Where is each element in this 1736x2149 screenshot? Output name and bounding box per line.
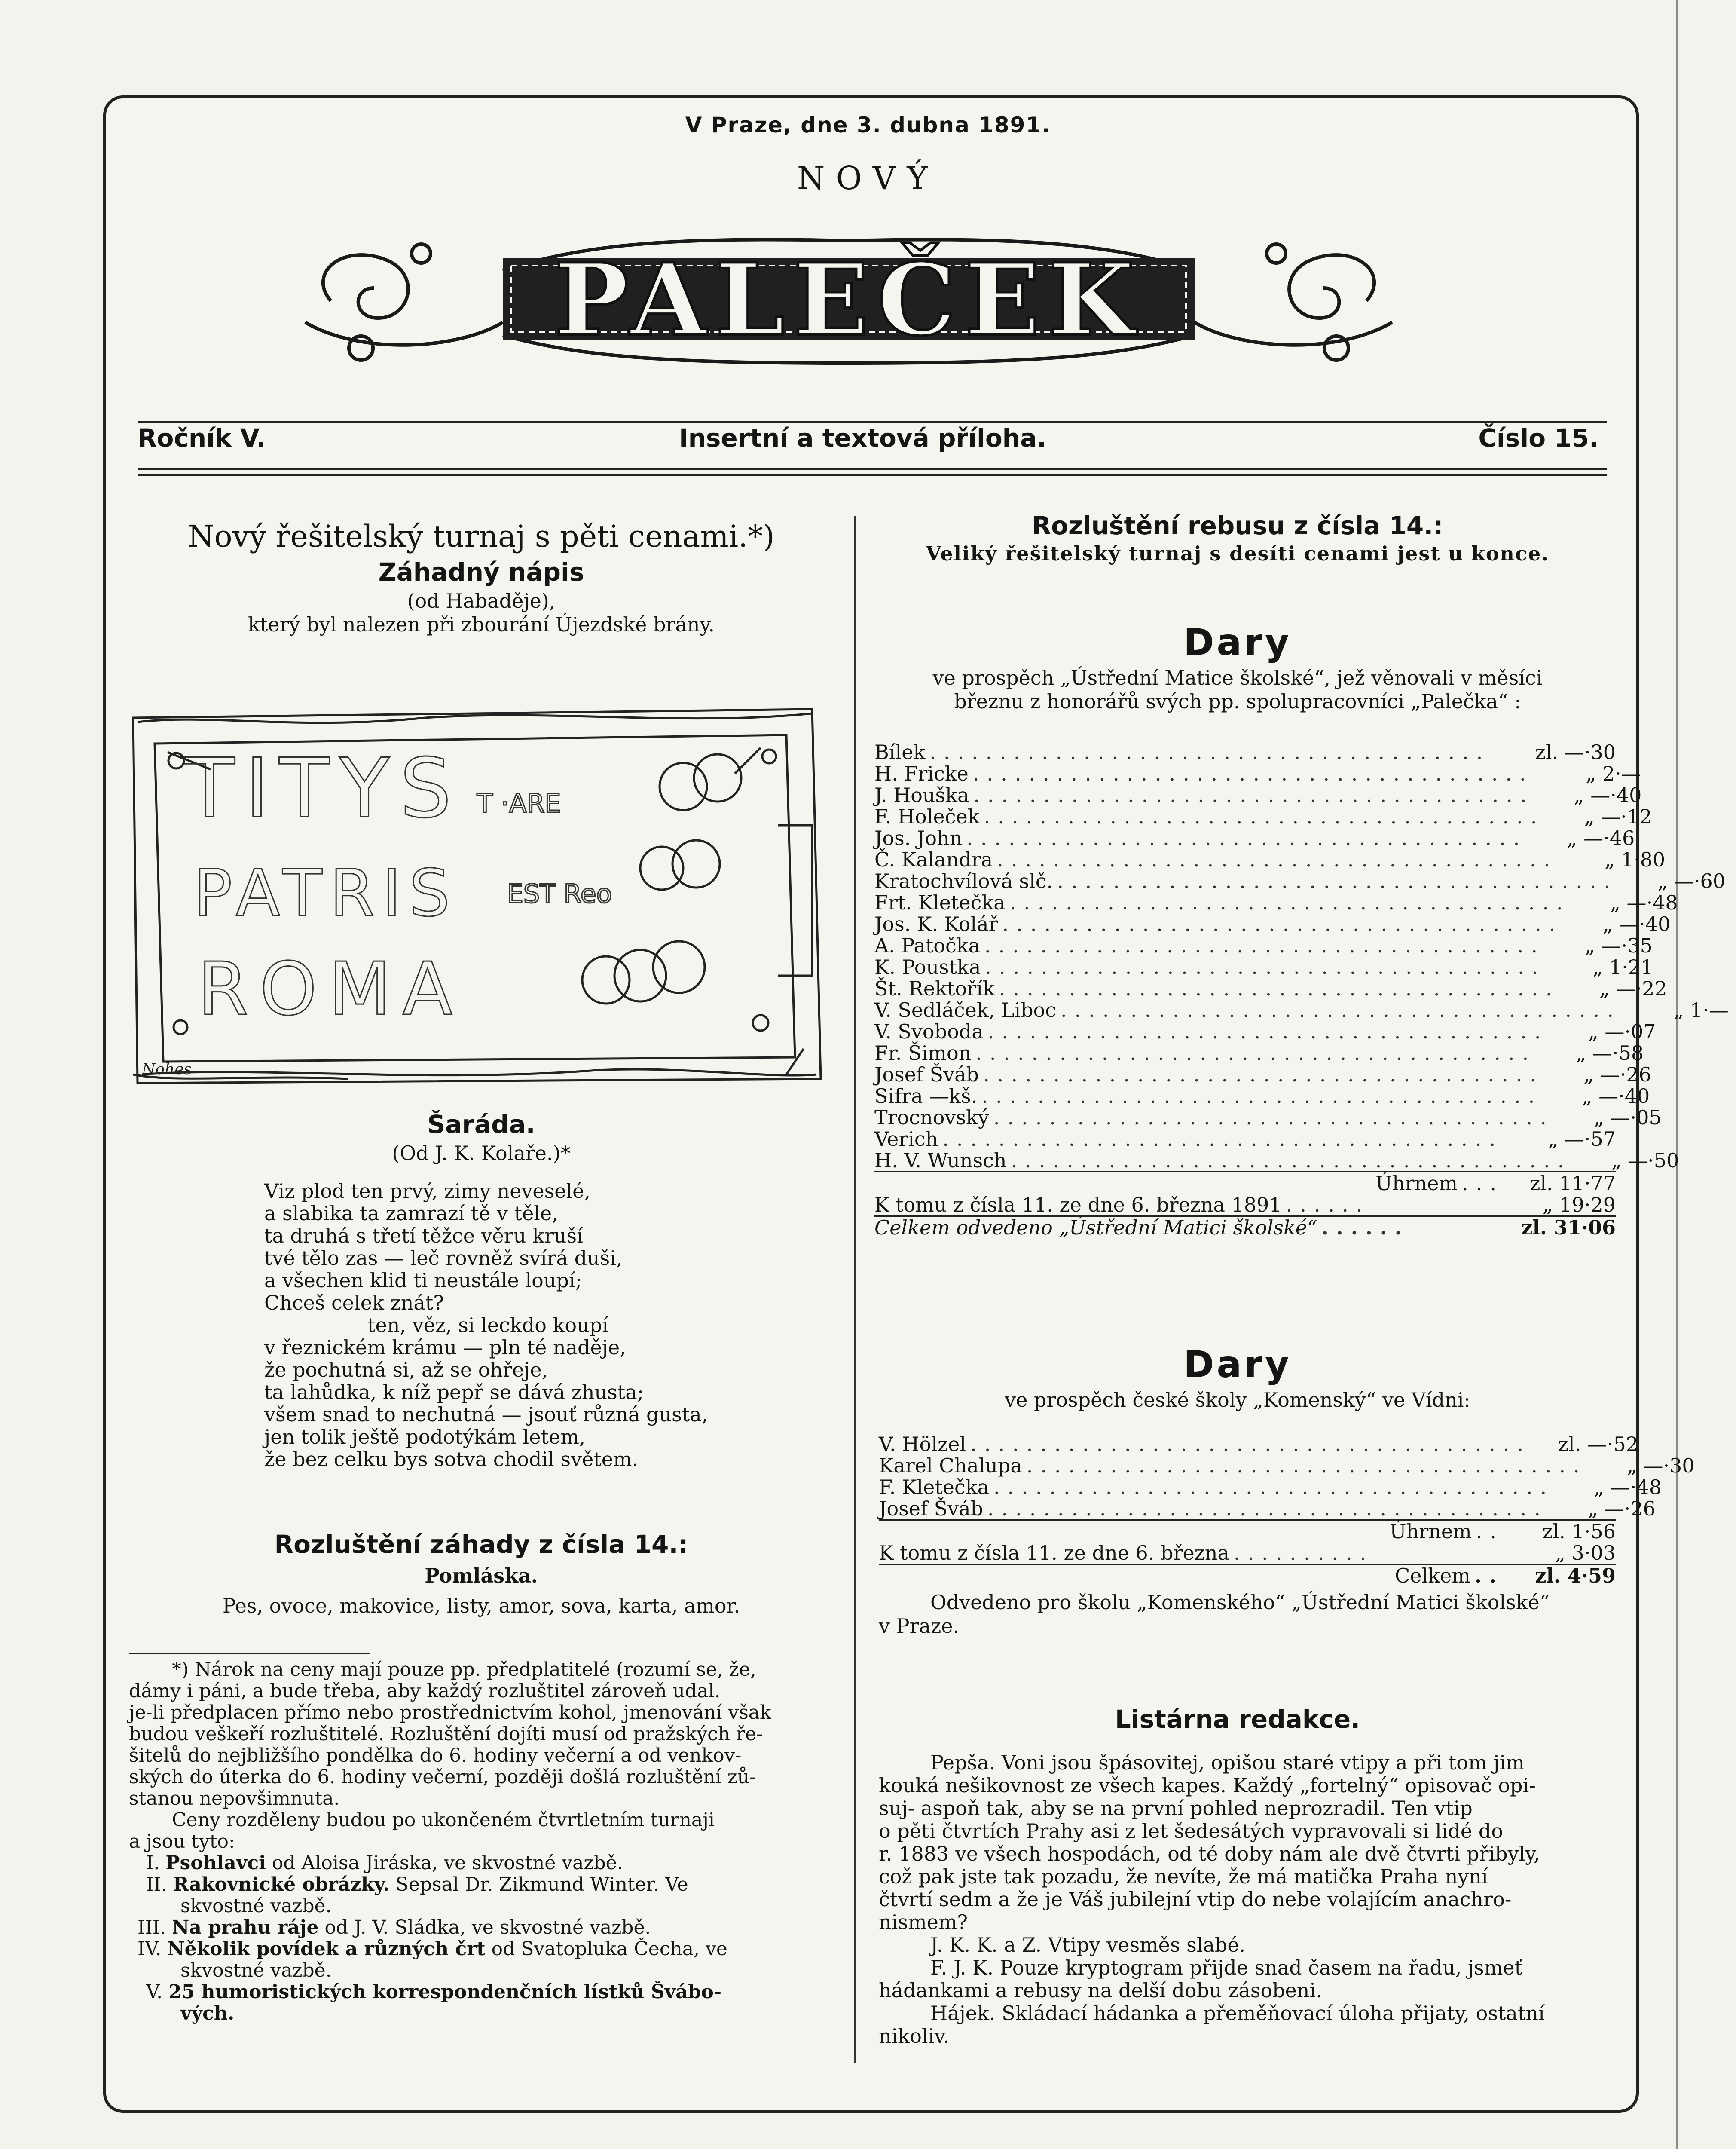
dary1-intro: ve prospěch „Ústřední Matice školské“, jež věnovali v měsíci: [932, 666, 1543, 689]
listarna-head: [864, 1702, 1611, 1736]
solution-word: Pomláska.: [425, 1564, 538, 1587]
dateline: V Praze, dne 3. dubna 1891.: [685, 113, 1051, 138]
listarna-line: což pak jste tak pozadu, že nevíte, že má matička Praha nyní: [879, 1865, 1488, 1888]
list-item: [874, 827, 1635, 850]
subtotal-row: [879, 1521, 1616, 1542]
list-item: [874, 1020, 1656, 1043]
leader-dots: ........................................: [993, 1106, 1554, 1129]
leader-dots: ........................................: [999, 977, 1560, 1000]
list-item: [874, 934, 1653, 957]
donor-name: H. V. Wunsch: [874, 1149, 1007, 1172]
donor-name: Sifra —kš.: [874, 1084, 978, 1108]
listarna-title: Listárna redakce.: [1115, 1705, 1360, 1734]
masthead-ornament: [279, 193, 1418, 395]
list-item: [874, 1084, 1650, 1108]
leader-dots: ..: [1476, 1520, 1504, 1543]
riddle-found: který byl nalezen při zbourání Újezdské brány.: [248, 613, 715, 636]
leader-dots: ........................................: [981, 1084, 1543, 1108]
dary2-title: Dary: [1183, 1343, 1292, 1386]
dary2-list: [879, 1433, 1695, 1638]
dary1-head: [864, 619, 1611, 713]
donor-name: V. Svoboda: [874, 1020, 984, 1043]
poem-line: že pochutná si, až se ohřeje,: [264, 1358, 548, 1381]
donation-amount: „ 2·—: [1586, 762, 1641, 785]
inscription-line-3: ROMA: [198, 947, 464, 1032]
poem-line: jen tolik ještě podotýkám letem,: [264, 1425, 586, 1448]
prize-item: [129, 1917, 834, 1938]
donation-amount: „ —·26: [1588, 1497, 1656, 1520]
list-item: [874, 1128, 1616, 1150]
solution-text: Pes, ovoce, makovice, listy, amor, sova, karta, amor.: [222, 1594, 740, 1617]
donation-amount: „ —·26: [1583, 1063, 1651, 1086]
list-item: [874, 741, 1616, 763]
leader-dots: ......: [1286, 1193, 1370, 1216]
inscription-line-1: TITYS: [185, 741, 462, 836]
carryover-label: K tomu z čísla 11. ze dne 6. března 1891: [874, 1193, 1282, 1216]
poem-line: a všechen klid ti neustále loupí;: [264, 1269, 582, 1292]
leader-dots: ........................................: [1009, 891, 1571, 914]
donation-amount: „ 1·21: [1592, 955, 1653, 979]
leader-dots: ........................................: [984, 934, 1545, 957]
listarna-line: kouká nešikovnost ze všech kapes. Každý „fortelný“ opisovač opi-: [879, 1774, 1536, 1797]
listarna-line: nismem?: [879, 1910, 968, 1934]
footnote-line: ských do úterka do 6. hodiny večerní, později došlá rozluštění zů-: [129, 1766, 756, 1788]
prize-item: [129, 1938, 834, 1960]
listarna-line: čtvrtí sedm a že je Váš jubilejní vtip do nebe volajícím anachro-: [879, 1888, 1512, 1911]
donation-amount: „ —·40: [1574, 784, 1642, 807]
footnote-rule: [129, 1653, 370, 1654]
donation-amount: „ —·58: [1576, 1041, 1644, 1065]
leader-dots: ........................................: [987, 1020, 1549, 1043]
donation-amount: „ —·48: [1594, 1476, 1662, 1499]
donation-amount: „ —·35: [1585, 934, 1653, 957]
carryover-label: K tomu z čísla 11. ze dne 6. března: [879, 1541, 1229, 1564]
leader-dots: ..........: [1233, 1541, 1374, 1564]
leader-dots: ........................................: [1057, 869, 1618, 893]
total-amount: zl. 31·06: [1521, 1216, 1616, 1239]
listarna-line: hádankami a rebusy na delší dobu zásobeni.: [879, 1979, 1322, 2002]
solution-title: Rozluštění záhady z čísla 14.:: [274, 1530, 688, 1559]
list-item: [874, 955, 1653, 979]
total-row: [874, 1217, 1616, 1238]
listarna-line: r. 1883 ve všech hospodách, od té doby nám ale dvě čtvrti přibyly,: [879, 1842, 1540, 1865]
donor-name: V. Hölzel: [879, 1433, 966, 1456]
volume-label: Ročník V.: [138, 423, 266, 453]
leader-dots: ........................................: [973, 784, 1534, 807]
prize-desc: od J. V. Sládka, ve skvostné vazbě.: [318, 1916, 651, 1938]
donor-name: V. Sedláček, Liboc: [874, 998, 1057, 1022]
donor-name: Jos. K. Kolář: [874, 912, 998, 936]
sarada-author: (Od J. K. Kolaře.)*: [392, 1142, 571, 1165]
leader-dots: ........................................: [966, 827, 1528, 850]
inscription-illustration: [125, 696, 829, 1087]
dary2-intro: ve prospěch české školy „Komenský“ ve Vídni:: [1005, 1388, 1470, 1411]
sarada-head: [129, 1109, 834, 1166]
rule-under-info: [138, 468, 1607, 470]
poem-line: tvé tělo zas — leč rovněž svírá duši,: [264, 1246, 623, 1270]
footnote-line: *) Nárok na ceny mají pouze pp. předplatitelé (rozumí se, že,: [172, 1659, 756, 1681]
riddle-solution: [129, 1528, 834, 1621]
poem-line: všem snad to nechutná — jsouť různá gusta,: [264, 1403, 708, 1426]
list-item: [874, 805, 1652, 828]
donation-amount: „ 1·—: [1673, 998, 1729, 1022]
prize-item: [129, 1874, 834, 1895]
poem-line: ten, věz, si leckdo koupí: [367, 1313, 608, 1337]
page-edge: [1676, 0, 1678, 2149]
donor-name: Št. Rektořík: [874, 977, 995, 1000]
sarada-title: Šaráda.: [427, 1110, 535, 1139]
donation-amount: „ —·40: [1582, 1084, 1650, 1108]
leader-dots: ........................................: [1011, 1149, 1572, 1172]
leader-dots: ........................................: [997, 848, 1558, 871]
sarada-poem: [264, 1180, 823, 1470]
leader-dots: ........................................: [975, 1041, 1537, 1065]
list-item: [874, 869, 1726, 893]
prize-number: IV.: [138, 1938, 162, 1960]
contest-title: Nový řešitelský turnaj s pěti cenami.*): [188, 519, 775, 554]
donor-name: Č. Kalandra: [874, 848, 993, 871]
listarna-line: J. K. K. a Z. Vtipy vesměs slabé.: [930, 1933, 1246, 1956]
listarna-line: o pěti čtvrtích Prahy asi z let šedesátých vypravovali si lidé do: [879, 1819, 1503, 1843]
dary2-odvedeno-2: v Praze.: [879, 1614, 960, 1638]
masthead-title: PALEČEK: [554, 242, 1143, 358]
donor-name: K. Poustka: [874, 955, 981, 979]
prize-desc-cont: skvostné vazbě.: [180, 1959, 332, 1981]
poem-line: že bez celku bys sotva chodil světem.: [264, 1448, 639, 1471]
listarna-line: suj- aspoň tak, aby se na první pohled neprozradil. Ten vtip: [879, 1797, 1473, 1820]
prize-number: III.: [138, 1916, 166, 1938]
donor-name: H. Fricke: [874, 762, 969, 785]
leader-dots: ..: [1474, 1564, 1504, 1587]
prizes-intro: Ceny rozděleny budou po ukončeném čtvrtletním turnaji: [172, 1809, 715, 1831]
list-item: [879, 1497, 1656, 1521]
poem-line: Viz plod ten prvý, zimy neveselé,: [264, 1179, 591, 1203]
issue-info-bar: [138, 423, 1607, 458]
subtotal-amount: zl. 11·77: [1530, 1172, 1616, 1195]
list-item: [874, 891, 1678, 914]
list-item: [874, 762, 1641, 785]
donor-name: Trocnovský: [874, 1106, 989, 1129]
prize-title: Psohlavci: [165, 1852, 266, 1874]
list-item: [879, 1454, 1695, 1477]
donor-name: A. Patočka: [874, 934, 981, 957]
donation-amount: „ —·46: [1567, 827, 1635, 850]
prize-number: V.: [146, 1981, 163, 2003]
list-item: [874, 912, 1671, 936]
list-item: [874, 1063, 1651, 1086]
illustration-signature: Nohes: [142, 1061, 192, 1078]
supplement-label: Insertní a textová příloha.: [679, 423, 1047, 453]
footnote: [129, 1659, 834, 2024]
poem-line: ta lahůdka, k níž pepř se dává zhusta;: [264, 1381, 644, 1404]
list-item: [874, 998, 1729, 1022]
prize-desc: Sepsal Dr. Zikmund Winter. Ve: [389, 1873, 688, 1895]
dary2-head: [864, 1341, 1611, 1412]
donor-name: Fr. Šimon: [874, 1041, 972, 1065]
donation-amount: „ —·05: [1594, 1106, 1662, 1129]
donation-amount: „ —·22: [1599, 977, 1667, 1000]
donor-name: Bílek: [874, 741, 926, 764]
footnote-line: je-li předplacen přímo nebo prostřednictvím kohol, jmenování však: [129, 1702, 771, 1723]
total-amount: zl. 4·59: [1535, 1564, 1616, 1587]
leader-dots: ........................................: [942, 1127, 1504, 1151]
donor-name: Frt. Kletečka: [874, 891, 1006, 914]
leader-dots: ........................................: [984, 805, 1545, 828]
rule-under-info-2: [138, 474, 1607, 476]
prize-title: 25 humoristických korrespondenčních lístků Švábo-: [168, 1981, 722, 2003]
donor-name: J. Houška: [874, 784, 969, 807]
list-item: [874, 784, 1642, 807]
list-item: [874, 1149, 1679, 1172]
donor-name: Josef Šváb: [879, 1497, 983, 1520]
dary2-odvedeno: Odvedeno pro školu „Komenského“ „Ústřední Matici školské“: [930, 1591, 1550, 1614]
list-item: [874, 977, 1667, 1000]
prize-desc: od Aloisa Jiráska, ve skvostné vazbě.: [266, 1852, 623, 1874]
leader-dots: ........................................: [993, 1476, 1554, 1499]
carryover-amount: „ 3·03: [1555, 1541, 1616, 1564]
listarna-line: Pepša. Voni jsou špásovitej, opišou staré vtipy a při tom jim: [930, 1751, 1525, 1774]
donor-name: F. Holeček: [874, 805, 980, 828]
column-divider: [854, 516, 856, 2063]
leader-dots: ........................................: [1061, 998, 1621, 1022]
leader-dots: ...: [1462, 1172, 1504, 1195]
leader-dots: ......: [1321, 1216, 1409, 1239]
prize-title: Rakovnické obrázky.: [173, 1873, 390, 1895]
dary1-title: Dary: [1183, 621, 1292, 664]
carryover-row: [879, 1542, 1616, 1565]
footnote-line: budou veškeří rozluštitelé. Rozluštění dojíti musí od pražských ře-: [129, 1723, 763, 1745]
riddle-title: Záhadný nápis: [378, 557, 584, 587]
masthead-logo: [279, 193, 1418, 395]
masthead-novy: NOVÝ: [797, 160, 939, 197]
rebus-solution: [864, 509, 1611, 566]
subtotal-label: Úhrnem: [1389, 1520, 1472, 1543]
footnote-line: dámy i páni, a bude třeba, aby každý rozluštitel zároveň udal.: [129, 1680, 721, 1702]
footnote-line: stanou nepovšimnuta.: [129, 1788, 340, 1809]
donor-name: F. Kletečka: [879, 1476, 990, 1499]
dary1-list: [874, 741, 1729, 1239]
dary1-intro-2: březnu z honorářů svých pp. spolupracovníci „Palečka“ :: [954, 690, 1521, 713]
inscription-line-1b: T ·ARE: [477, 789, 561, 819]
prize-title: Na prahu ráje: [172, 1916, 319, 1938]
poem-line: ta druhá s třetí těžce věru kruší: [264, 1224, 583, 1247]
listarna-line: Hájek. Skládací hádanka a přeměňovací úloha přijaty, ostatní: [930, 2002, 1545, 2025]
subtotal-amount: zl. 1·56: [1542, 1520, 1616, 1543]
rebus-text: Veliký řešitelský turnaj s desíti cenami jest u konce.: [926, 542, 1550, 565]
donor-name: Jos. John: [874, 827, 963, 850]
leader-dots: ........................................: [985, 955, 1546, 979]
prize-title: Několik povídek a různých črt: [167, 1938, 486, 1960]
prize-number: I.: [146, 1852, 160, 1874]
rule-top: [138, 421, 1607, 423]
total-row: [879, 1565, 1616, 1586]
prize-item: [129, 1852, 834, 1874]
leader-dots: ........................................: [929, 741, 1491, 764]
listarna-line: nikoliv.: [879, 2024, 950, 2048]
leader-dots: ........................................: [983, 1063, 1544, 1086]
listarna-body: [879, 1751, 1618, 2048]
list-item: [879, 1476, 1662, 1499]
donation-amount: „ —·60: [1657, 869, 1726, 893]
issue-number: Číslo 15.: [1478, 423, 1598, 453]
list-item: [874, 848, 1666, 871]
rebus-title: Rozluštění rebusu z čísla 14.:: [1032, 511, 1443, 540]
list-item: [879, 1433, 1639, 1456]
prize-number: II.: [146, 1873, 167, 1895]
donation-amount: „ —·40: [1602, 912, 1671, 936]
inscription-line-2: PATRIS: [193, 856, 458, 931]
total-label: Celkem odvedeno „Ústřední Matici školské“: [874, 1216, 1317, 1239]
prize-desc: od Svatopluka Čecha, ve: [485, 1938, 727, 1960]
leader-dots: ........................................: [987, 1497, 1548, 1520]
poem-line: v řeznickém krámu — pln té naděje,: [264, 1336, 626, 1359]
prize-item: [129, 1981, 834, 2003]
donation-amount: „ —·50: [1611, 1149, 1679, 1172]
left-column-head: [129, 518, 834, 637]
total-label: Celkem: [1395, 1564, 1470, 1587]
list-item: [874, 1041, 1644, 1065]
donation-amount: „ 1·80: [1605, 848, 1666, 871]
carryover-row: [874, 1194, 1616, 1217]
footnote-line: šitelů do nejbližšího pondělka do 6. hodiny večerní a od venkov-: [129, 1745, 742, 1766]
subtotal-row: [874, 1172, 1616, 1194]
donation-amount: „ —·30: [1627, 1454, 1695, 1477]
carryover-amount: „ 19·29: [1542, 1193, 1616, 1216]
donation-amount: zl. —·30: [1535, 741, 1616, 764]
inscription-line-2b: EST Reo: [507, 879, 612, 909]
donor-name: Josef Šváb: [874, 1063, 979, 1086]
listarna-line: F. J. K. Pouze kryptogram přijde snad časem na řadu, jsmeť: [930, 1956, 1523, 1979]
subtotal-label: Úhrnem: [1375, 1172, 1458, 1195]
donation-amount: zl. —·52: [1558, 1433, 1639, 1456]
donation-amount: „ —·48: [1610, 891, 1678, 914]
poem-line: Chceš celek znát?: [264, 1291, 444, 1314]
donor-name: Verich: [874, 1127, 938, 1151]
donor-name: Kratochvílová slč.: [874, 869, 1053, 893]
prize-desc-cont: skvostné vazbě.: [180, 1895, 332, 1917]
donation-amount: „ —·57: [1548, 1127, 1616, 1151]
riddle-author: (od Habaděje),: [407, 589, 556, 612]
leader-dots: ........................................: [972, 762, 1534, 785]
poem-line: a slabika ta zamrazí tě v těle,: [264, 1202, 558, 1225]
donation-amount: „ —·12: [1584, 805, 1652, 828]
donation-amount: „ —·07: [1588, 1020, 1656, 1043]
donor-name: Karel Chalupa: [879, 1454, 1022, 1477]
list-item: [874, 1106, 1662, 1129]
prize-desc-cont: vých.: [180, 2002, 235, 2024]
leader-dots: ........................................: [1002, 912, 1563, 936]
leader-dots: ........................................: [970, 1433, 1531, 1456]
leader-dots: ........................................: [1026, 1454, 1587, 1477]
prizes-intro-2: a jsou tyto:: [129, 1831, 235, 1852]
